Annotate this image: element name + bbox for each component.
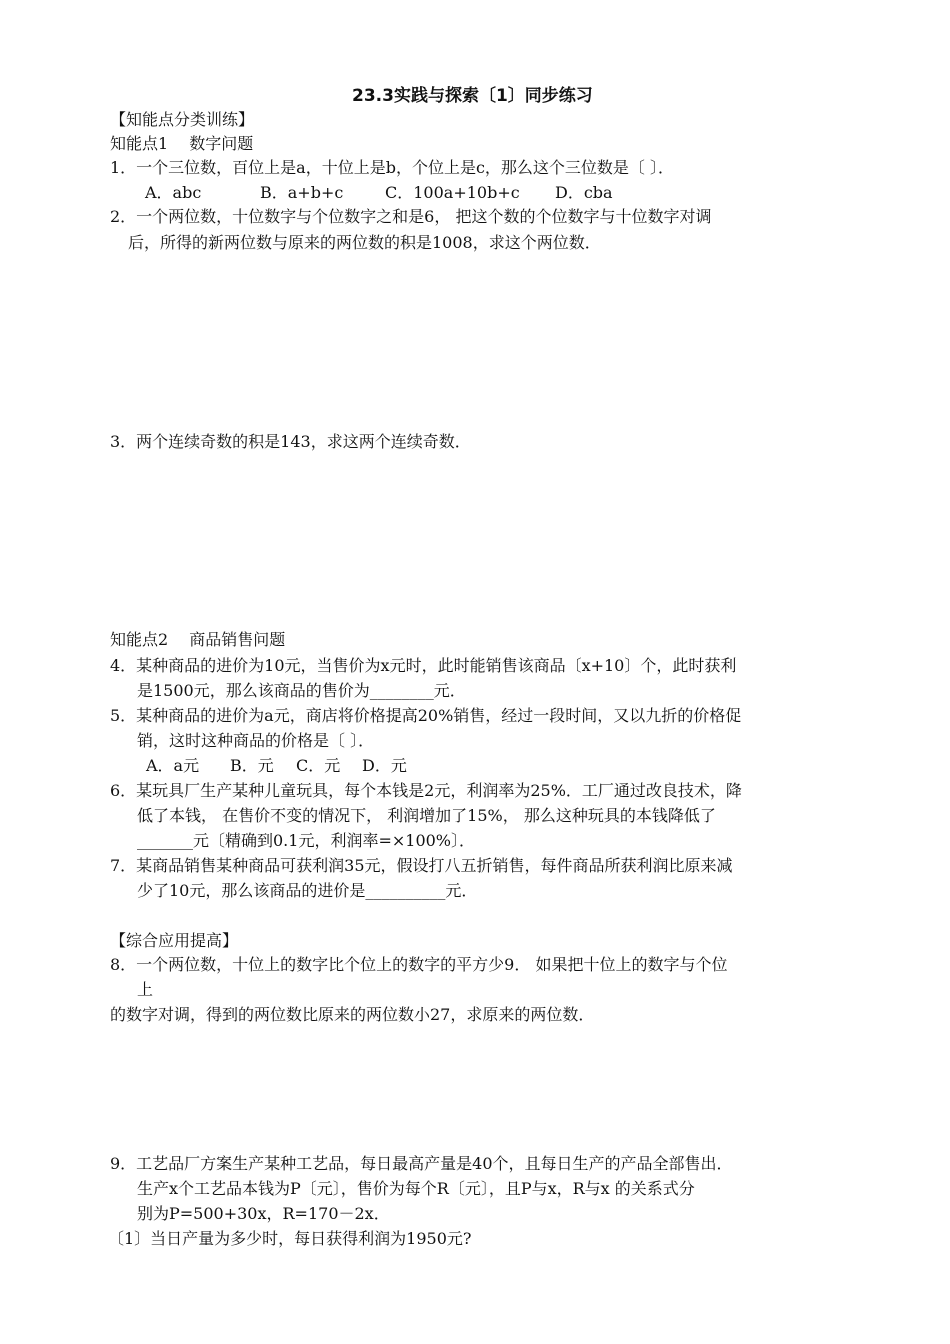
question-7-line-2: 少了10元，那么该商品的进价是__________元．	[137, 881, 478, 900]
section-heading-training: 【知能点分类训练】	[110, 110, 255, 129]
question-1: 1．一个三位数，百位上是a，十位上是b，个位上是c，那么这个三位数是〔 〕．	[110, 158, 675, 177]
choice-b: B．元	[230, 756, 274, 775]
choice-c: C．元	[296, 756, 341, 775]
choice-c: C．100a+10b+c	[385, 183, 520, 202]
choice-b: B．a+b+c	[260, 183, 344, 202]
question-6-line-3: _______元〔精确到0.1元，利润率=×100%〕．	[137, 831, 476, 850]
page-title: 23.3实践与探索〔1〕同步练习	[352, 86, 593, 106]
question-1-choices	[145, 183, 613, 203]
knowledge-point-2: 知能点2 商品销售问题	[110, 630, 286, 649]
question-9-line-2: 生产x个工艺品本钱为P〔元〕，售价为每个R〔元〕，且P与x，R与x 的关系式分	[137, 1179, 695, 1198]
question-5-line-1: 5．某种商品的进价为a元，商店将价格提高20%销售，经过一段时间，又以九折的价格促	[110, 706, 742, 725]
question-6-line-1: 6．某玩具厂生产某种儿童玩具，每个本钱是2元，利润率为25%．工厂通过改良技术，降	[110, 781, 742, 800]
question-5-line-2: 销，这时这种商品的价格是〔 〕．	[137, 731, 375, 750]
question-9-line-1: 9．工艺品厂方案生产某种工艺品，每日最高产量是40个，且每日生产的产品全部售出．	[110, 1154, 733, 1173]
question-7-line-1: 7．某商品销售某种商品可获利润35元，假设打八五折销售，每件商品所获利润比原来减	[110, 856, 733, 875]
question-9-sub-1: 〔1〕当日产量为多少时，每日获得利润为1950元?	[108, 1229, 472, 1248]
question-2-line-2: 后，所得的新两位数与原来的两位数的积是1008，求这个两位数．	[128, 233, 601, 252]
question-4-line-1: 4．某种商品的进价为10元，当售价为x元时，此时能销售该商品〔x+10〕个，此时获利	[110, 656, 737, 675]
question-8-line-1: 8．一个两位数，十位上的数字比个位上的数字的平方少9． 如果把十位上的数字与个位	[110, 955, 728, 974]
choice-d: D．cba	[555, 183, 613, 202]
question-2-line-1: 2．一个两位数，十位数字与个位数字之和是6， 把这个数的个位数字与十位数字对调	[110, 207, 712, 226]
question-8-line-3: 的数字对调，得到的两位数比原来的两位数小27，求原来的两位数．	[110, 1005, 595, 1024]
choice-a: A．a元	[146, 756, 200, 775]
choice-d: D．元	[362, 756, 407, 775]
section-heading-application: 【综合应用提高】	[110, 931, 239, 950]
question-5-choices	[146, 756, 407, 776]
question-9-line-3: 别为P=500+30x，R=170－2x．	[137, 1204, 390, 1223]
question-6-line-2: 低了本钱， 在售价不变的情况下， 利润增加了15%， 那么这种玩具的本钱降低了	[137, 806, 716, 825]
question-8-line-2: 上	[137, 980, 154, 999]
question-4-line-2: 是1500元，那么该商品的售价为________元．	[137, 681, 466, 700]
question-3: 3．两个连续奇数的积是143，求这两个连续奇数．	[110, 432, 471, 451]
knowledge-point-1: 知能点1 数字问题	[110, 134, 254, 153]
choice-a: A．abc	[145, 183, 202, 202]
